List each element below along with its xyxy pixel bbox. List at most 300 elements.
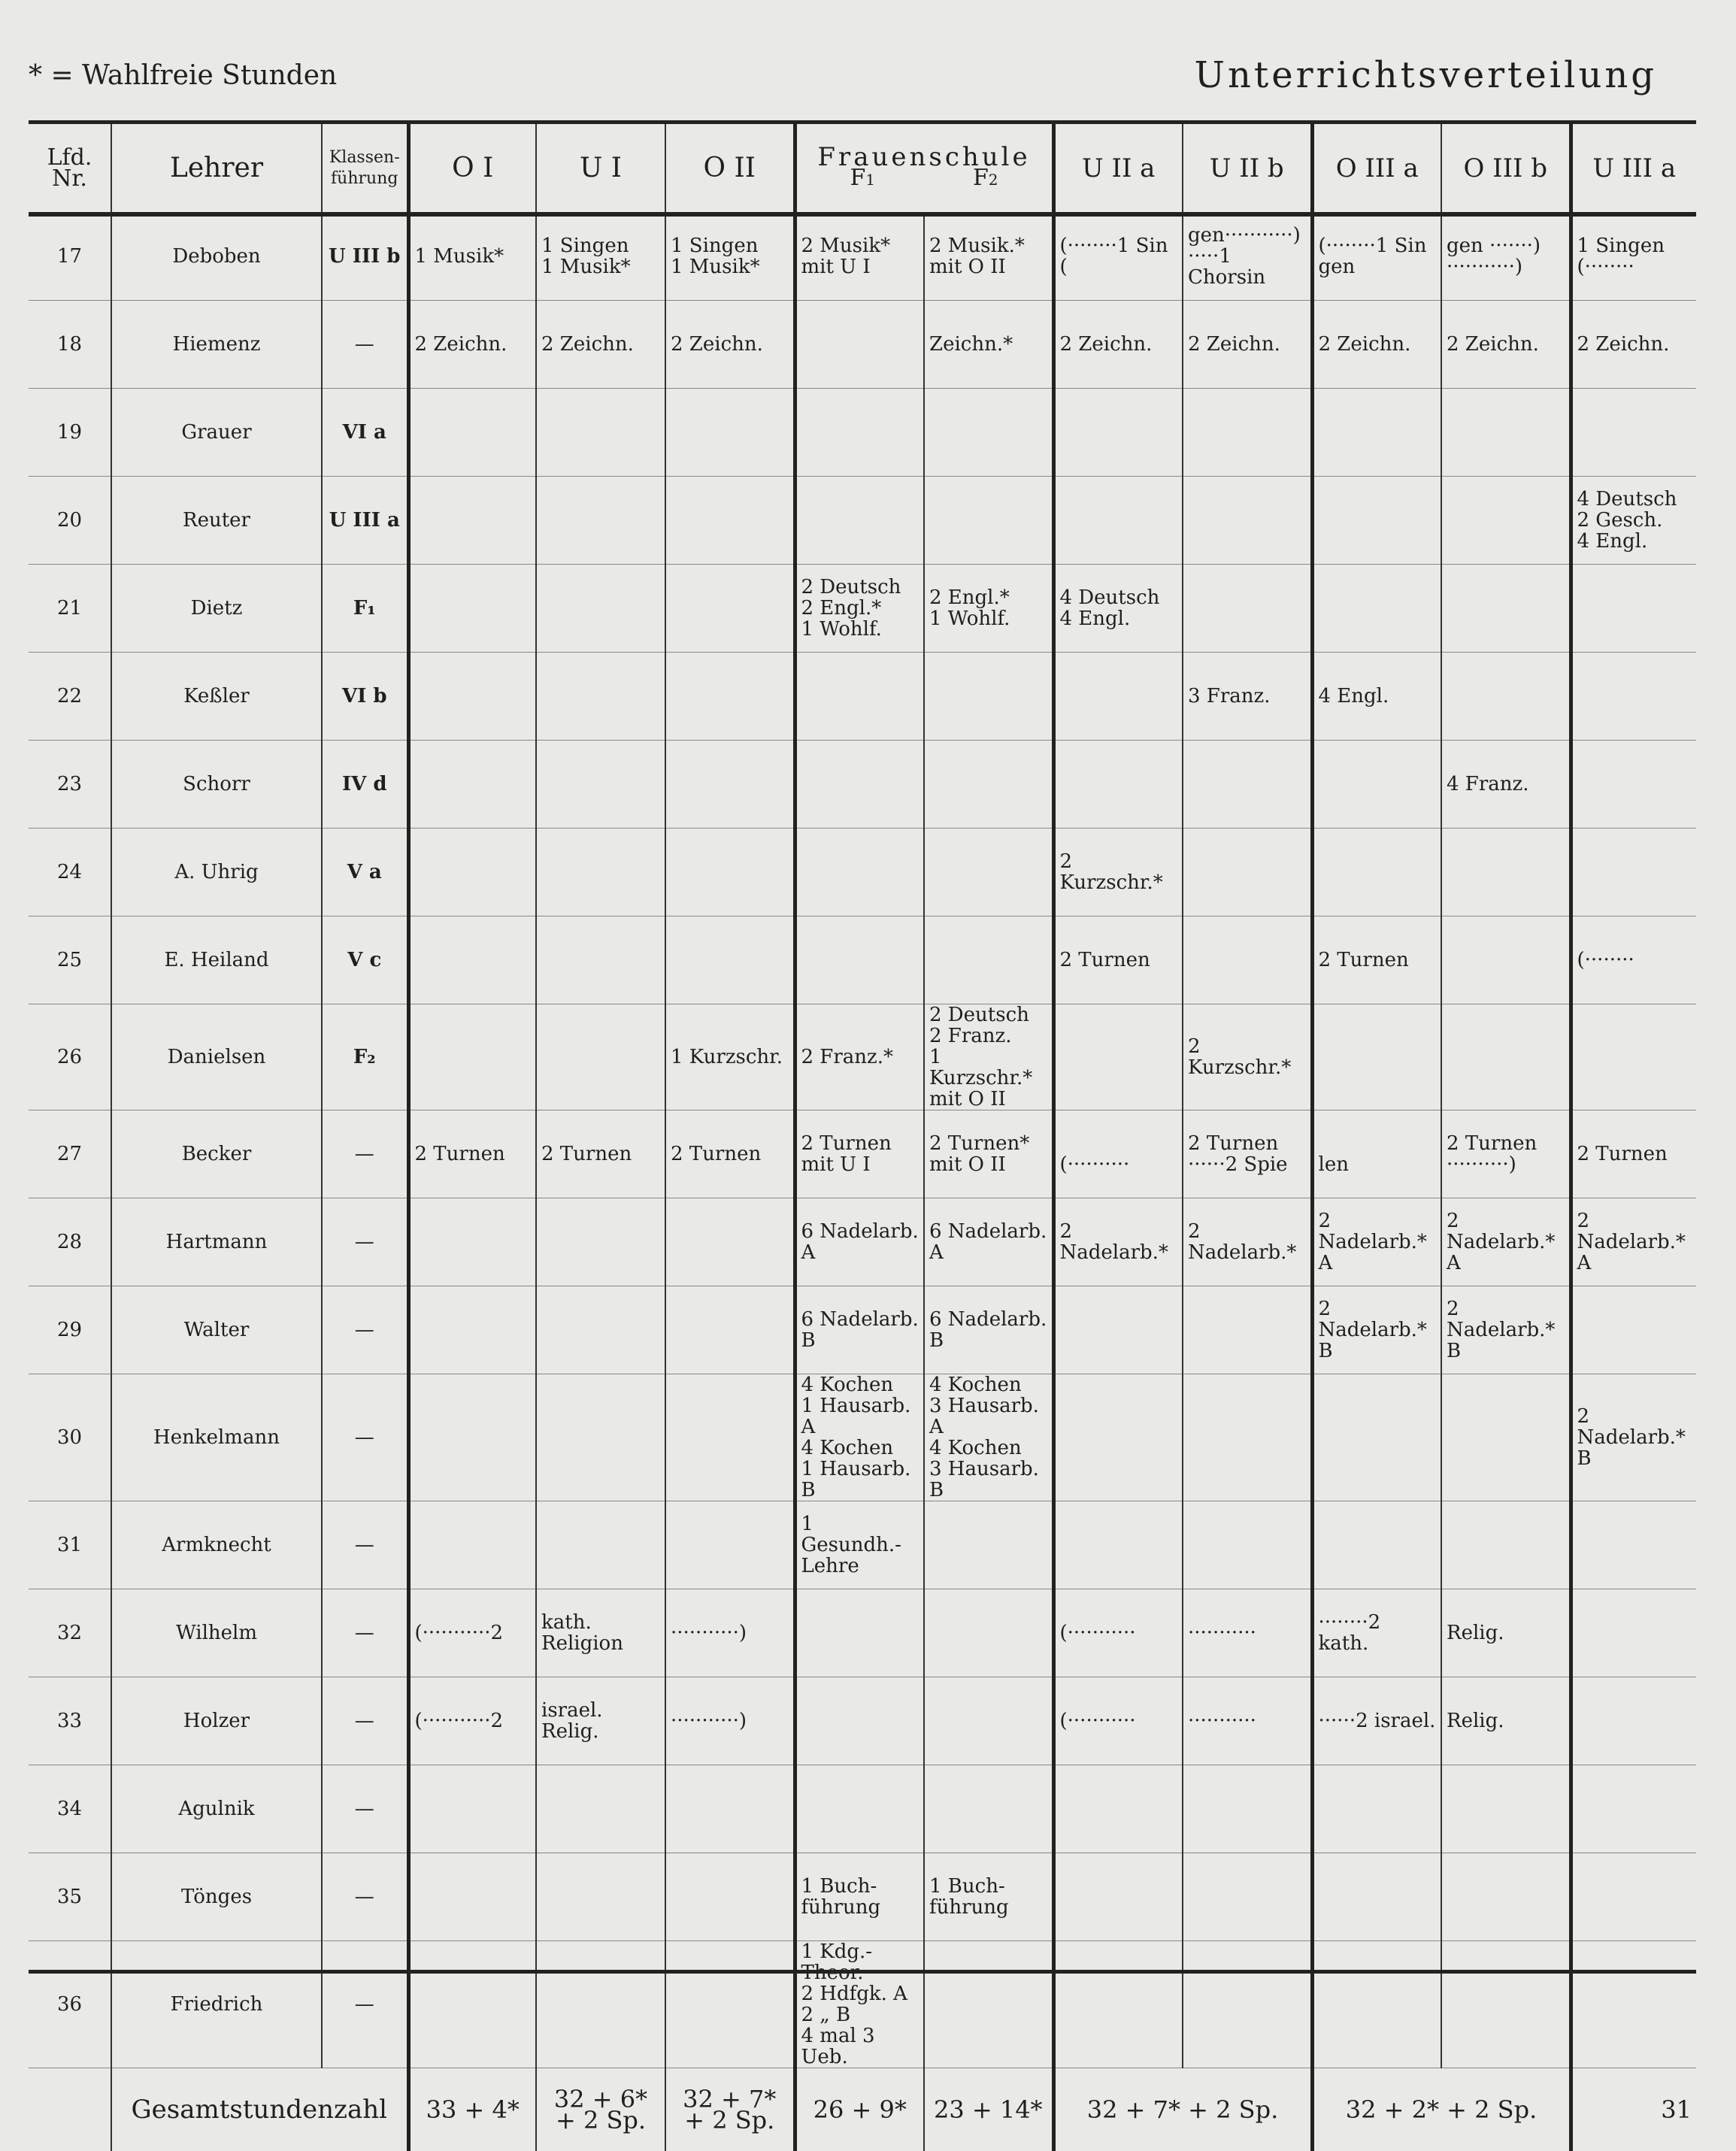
lesson-cell-oi: 2 Zeichn. [408, 301, 536, 389]
lesson-cell-uiib: ··········· [1183, 1677, 1312, 1765]
lesson-cell-oiiia [1312, 565, 1441, 653]
lesson-cell-uiia: (··········· [1053, 1589, 1183, 1677]
lesson-cell-oi: 1 Musik* [408, 213, 536, 301]
row-number: 36 [29, 1941, 111, 2068]
lesson-cell-uiiia: (········ [1571, 916, 1696, 1004]
col-teacher: Lehrer [111, 124, 322, 213]
table-row [29, 1677, 1696, 1765]
lesson-cell-ui: kath. Religion [536, 1589, 665, 1677]
lesson-cell-oi: 2 Turnen [408, 1110, 536, 1198]
lesson-cell-oii: ···········) [665, 1677, 795, 1765]
header-rule [29, 212, 1696, 217]
lesson-cell-f1: 1 Kdg.- 2 Hdfgk. A 2 „ B 4 mal 3 Ueb. [795, 1941, 924, 2068]
teacher-name: Danielsen [111, 1004, 322, 1110]
lesson-cell-oiiia [1312, 829, 1441, 916]
lesson-cell-f2: 1 Buch- führung [924, 1853, 1053, 1941]
lesson-cell-oiiia: 4 Engl. [1312, 653, 1441, 741]
lesson-cell-f2: Zeichn.* [924, 301, 1053, 389]
frauenschule-label: Frauenschule [801, 147, 1047, 168]
lesson-cell-ui: 1 Singen 1 Musik* [536, 213, 665, 301]
lesson-cell-f2: 2 Musik.* mit O II [924, 213, 1053, 301]
teacher-name: Hartmann [111, 1198, 322, 1286]
lesson-cell-oii [665, 1374, 795, 1501]
lesson-cell-ui [536, 1941, 665, 2068]
table-row [29, 1765, 1696, 1853]
row-number: 28 [29, 1198, 111, 1286]
lesson-cell-uiib [1183, 1765, 1312, 1853]
row-number: 22 [29, 653, 111, 741]
row-number: 35 [29, 1853, 111, 1941]
lesson-cell-f2 [924, 1501, 1053, 1589]
teacher-name: Keßler [111, 653, 322, 741]
lesson-cell-f1: 2 Deutsch 2 Engl.* 1 Wohlf. [795, 565, 924, 653]
lesson-cell-ui [536, 477, 665, 565]
lesson-cell-oi [408, 741, 536, 829]
lesson-cell-uiib [1183, 741, 1312, 829]
lesson-cell-uiia [1053, 1853, 1183, 1941]
lesson-cell-f2 [924, 741, 1053, 829]
lesson-cell-f1: 6 Nadelarb. A [795, 1198, 924, 1286]
teacher-name: Agulnik [111, 1765, 322, 1853]
teacher-name: Grauer [111, 389, 322, 477]
lesson-cell-oi [408, 1286, 536, 1374]
total-oiii: 32 + 2* + 2 Sp. [1312, 2068, 1571, 2151]
lesson-cell-uiia: 2 Kurzschr.* [1053, 829, 1183, 916]
lesson-cell-oiiib [1441, 477, 1571, 565]
row-number: 29 [29, 1286, 111, 1374]
lesson-cell-oi [408, 1853, 536, 1941]
totals-label: Gesamtstundenzahl [111, 2068, 408, 2151]
lesson-cell-uiiia [1571, 1004, 1696, 1110]
lesson-cell-oi: (···········2 [408, 1589, 536, 1677]
lesson-cell-oiiia: len [1312, 1110, 1441, 1198]
lesson-cell-f2: 6 Nadelarb. B [924, 1286, 1053, 1374]
lesson-cell-ui [536, 1501, 665, 1589]
lesson-cell-uiiia: 2 Nadelarb.* B [1571, 1374, 1696, 1501]
class-lead: — [322, 1765, 408, 1853]
col-class-lead: Klassen-führung [322, 124, 408, 213]
class-lead: — [322, 1677, 408, 1765]
lesson-cell-f2 [924, 1765, 1053, 1853]
lesson-cell-uiiia [1571, 1501, 1696, 1589]
lesson-cell-oiiia [1312, 741, 1441, 829]
lesson-cell-oi [408, 1941, 536, 2068]
class-lead: V c [322, 916, 408, 1004]
lesson-cell-oiiib [1441, 1765, 1571, 1853]
col-f2: F2 [973, 168, 998, 190]
col-nr: Lfd. Nr. [29, 124, 111, 213]
lesson-cell-oiiia [1312, 1765, 1441, 1853]
table-row [29, 1501, 1696, 1589]
lesson-cell-ui [536, 389, 665, 477]
lesson-cell-ui: israel. Relig. [536, 1677, 665, 1765]
lesson-cell-uiiia [1571, 1286, 1696, 1374]
lesson-cell-f1: 2 Musik* mit U I [795, 213, 924, 301]
table-row [29, 1286, 1696, 1374]
lesson-cell-oiiib [1441, 1941, 1571, 2068]
distribution-table [29, 124, 1696, 2151]
lesson-cell-f2 [924, 916, 1053, 1004]
class-lead: — [322, 1110, 408, 1198]
class-lead: — [322, 1198, 408, 1286]
lesson-cell-f2: 2 Turnen* mit O II [924, 1110, 1053, 1198]
lesson-cell-uiib [1183, 1501, 1312, 1589]
lesson-cell-f1 [795, 1589, 924, 1677]
lesson-cell-f2 [924, 653, 1053, 741]
row-number: 31 [29, 1501, 111, 1589]
row-number: 17 [29, 213, 111, 301]
row-number: 25 [29, 916, 111, 1004]
teacher-name: Reuter [111, 477, 322, 565]
table-row [29, 829, 1696, 916]
lesson-cell-uiiia [1571, 1677, 1696, 1765]
lesson-cell-oiiib [1441, 829, 1571, 916]
table-row [29, 1589, 1696, 1677]
lesson-cell-uiiia [1571, 389, 1696, 477]
lesson-cell-ui [536, 1765, 665, 1853]
table-row [29, 1853, 1696, 1941]
lesson-cell-ui [536, 829, 665, 916]
lesson-cell-uiib [1183, 1286, 1312, 1374]
lesson-cell-f2: 2 Engl.* 1 Wohlf. [924, 565, 1053, 653]
lesson-cell-uiiia: 2 Zeichn. [1571, 301, 1696, 389]
table-row [29, 389, 1696, 477]
lesson-cell-oiiia [1312, 1004, 1441, 1110]
lesson-cell-uiiia: 1 Singen (········ [1571, 213, 1696, 301]
lesson-cell-oii [665, 741, 795, 829]
lesson-cell-f2: 2 Deutsch 2 Franz. 1 Kurzschr.* mit O II [924, 1004, 1053, 1110]
lesson-cell-uiia [1053, 1501, 1183, 1589]
col-uiia: U II a [1053, 124, 1183, 213]
lesson-cell-oiiia [1312, 389, 1441, 477]
footer-rule [29, 1970, 1696, 1974]
lesson-cell-f1: 4 Kochen 1 Hausarb. A 4 Kochen 1 Hausarb. B [795, 1374, 924, 1501]
row-number: 24 [29, 829, 111, 916]
lesson-cell-oii [665, 1941, 795, 2068]
lesson-cell-ui [536, 1004, 665, 1110]
legend-note: * = Wahlfreie Stunden [29, 60, 337, 91]
lesson-cell-oiiib [1441, 1374, 1571, 1501]
lesson-cell-uiib: 2 Turnen ······2 Spie [1183, 1110, 1312, 1198]
lesson-cell-uiia: 4 Deutsch 4 Engl. [1053, 565, 1183, 653]
table-row [29, 565, 1696, 653]
lesson-cell-uiia [1053, 741, 1183, 829]
total-f2: 23 + 14* [924, 2068, 1053, 2151]
lesson-cell-oii [665, 1853, 795, 1941]
lesson-cell-uiia: 2 Turnen [1053, 916, 1183, 1004]
teacher-name: Deboben [111, 213, 322, 301]
row-number: 33 [29, 1677, 111, 1765]
col-frauenschule [795, 124, 1053, 213]
row-number: 20 [29, 477, 111, 565]
lesson-cell-uiib: gen···········) ·····1 Chorsin [1183, 213, 1312, 301]
lesson-cell-uiib [1183, 477, 1312, 565]
lesson-cell-f2 [924, 829, 1053, 916]
teacher-name: Henkelmann [111, 1374, 322, 1501]
lesson-cell-ui [536, 741, 665, 829]
class-lead: — [322, 1853, 408, 1941]
lesson-cell-uiib: 2 Nadelarb.* [1183, 1198, 1312, 1286]
table-row [29, 301, 1696, 389]
lesson-cell-f1: 1 Gesundh.- Lehre [795, 1501, 924, 1589]
lesson-cell-uiiia [1571, 1765, 1696, 1853]
lesson-cell-f1 [795, 741, 924, 829]
lesson-cell-oi [408, 565, 536, 653]
lesson-cell-ui [536, 1286, 665, 1374]
lesson-cell-ui: 2 Turnen [536, 1110, 665, 1198]
class-lead: — [322, 1286, 408, 1374]
lesson-cell-oiiib: 2 Turnen ··········) [1441, 1110, 1571, 1198]
class-lead: F₂ [322, 1004, 408, 1110]
lesson-cell-f1 [795, 829, 924, 916]
teacher-name: E. Heiland [111, 916, 322, 1004]
lesson-cell-oii: 2 Zeichn. [665, 301, 795, 389]
lesson-cell-uiia [1053, 389, 1183, 477]
col-oiiib: O III b [1441, 124, 1571, 213]
lesson-cell-uiib [1183, 565, 1312, 653]
teacher-name: Friedrich [111, 1941, 322, 2068]
lesson-cell-oiiib [1441, 565, 1571, 653]
lesson-cell-oi [408, 1501, 536, 1589]
table-row [29, 1941, 1696, 2068]
row-number: 21 [29, 565, 111, 653]
lesson-cell-oii: 1 Kurzschr. [665, 1004, 795, 1110]
lesson-cell-oiiia: 2 Turnen [1312, 916, 1441, 1004]
col-oii: O II [665, 124, 795, 213]
lesson-cell-oiiib [1441, 653, 1571, 741]
lesson-cell-oi [408, 1765, 536, 1853]
lesson-cell-oiiia: ········2 kath. [1312, 1589, 1441, 1677]
teacher-name: Schorr [111, 741, 322, 829]
teacher-name: Dietz [111, 565, 322, 653]
lesson-cell-oiiia: 2 Zeichn. [1312, 301, 1441, 389]
lesson-cell-uiib: ··········· [1183, 1589, 1312, 1677]
lesson-cell-oi [408, 829, 536, 916]
lesson-cell-uiiia [1571, 653, 1696, 741]
row-number: 23 [29, 741, 111, 829]
lesson-cell-f1: 2 Franz.* [795, 1004, 924, 1110]
lesson-cell-f1 [795, 1677, 924, 1765]
lesson-cell-oi [408, 916, 536, 1004]
lesson-cell-oiiib: Relig. [1441, 1589, 1571, 1677]
lesson-cell-oii: 1 Singen 1 Musik* [665, 213, 795, 301]
lesson-cell-uiia: (··········· [1053, 1677, 1183, 1765]
teacher-name: A. Uhrig [111, 829, 322, 916]
lesson-cell-oii: ···········) [665, 1589, 795, 1677]
lesson-cell-oii: 2 Turnen [665, 1110, 795, 1198]
class-lead: — [322, 1374, 408, 1501]
lesson-cell-ui [536, 1198, 665, 1286]
lesson-cell-oi: (···········2 [408, 1677, 536, 1765]
lesson-cell-uiia: (········1 Sin ( [1053, 213, 1183, 301]
lesson-cell-f1: 1 Buch- führung [795, 1853, 924, 1941]
lesson-cell-oiiib [1441, 1004, 1571, 1110]
class-lead: VI a [322, 389, 408, 477]
lesson-cell-oiiib: 2 Nadelarb.* A [1441, 1198, 1571, 1286]
lesson-cell-f2 [924, 1677, 1053, 1765]
lesson-cell-f1 [795, 1765, 924, 1853]
lesson-cell-uiib [1183, 1374, 1312, 1501]
table-row [29, 1198, 1696, 1286]
col-f1: F1 [850, 168, 875, 190]
lesson-cell-oii [665, 829, 795, 916]
lesson-cell-uiia: (·········· [1053, 1110, 1183, 1198]
lesson-cell-oii [665, 389, 795, 477]
table-row [29, 653, 1696, 741]
lesson-cell-oiiib [1441, 389, 1571, 477]
lesson-cell-uiia: 2 Nadelarb.* [1053, 1198, 1183, 1286]
total-uii: 32 + 7* + 2 Sp. [1053, 2068, 1312, 2151]
total-oii: 32 + 7* + 2 Sp. [665, 2068, 795, 2151]
lesson-cell-f2: 4 Kochen 3 Hausarb. A 4 Kochen 3 Hausarb. B [924, 1374, 1053, 1501]
lesson-cell-oi [408, 653, 536, 741]
teacher-name: Becker [111, 1110, 322, 1198]
lesson-cell-ui: 2 Zeichn. [536, 301, 665, 389]
class-lead: U III b [322, 213, 408, 301]
lesson-cell-oiiib: gen ·······) ···········) [1441, 213, 1571, 301]
lesson-cell-uiia [1053, 653, 1183, 741]
lesson-cell-f1: 6 Nadelarb. B [795, 1286, 924, 1374]
teacher-name: Tönges [111, 1853, 322, 1941]
lesson-cell-ui [536, 1374, 665, 1501]
class-lead: V a [322, 829, 408, 916]
lesson-cell-oiiib: Relig. [1441, 1677, 1571, 1765]
lesson-cell-f1 [795, 916, 924, 1004]
lesson-cell-uiia [1053, 1765, 1183, 1853]
lesson-cell-uiib: 2 Zeichn. [1183, 301, 1312, 389]
class-lead: — [322, 301, 408, 389]
col-uiib: U II b [1183, 124, 1312, 213]
class-lead: — [322, 1941, 408, 2068]
row-number: 34 [29, 1765, 111, 1853]
table-row [29, 1374, 1696, 1501]
table-row [29, 477, 1696, 565]
lesson-cell-uiia [1053, 1004, 1183, 1110]
lesson-cell-uiiia [1571, 741, 1696, 829]
table-row [29, 1110, 1696, 1198]
lesson-cell-uiiia: 2 Nadelarb.* A [1571, 1198, 1696, 1286]
lesson-cell-uiia [1053, 1286, 1183, 1374]
lesson-cell-oii [665, 1198, 795, 1286]
lesson-cell-oi [408, 389, 536, 477]
lesson-cell-uiib [1183, 829, 1312, 916]
row-number: 27 [29, 1110, 111, 1198]
table-row [29, 1004, 1696, 1110]
table-row [29, 213, 1696, 301]
lesson-cell-uiiia [1571, 1589, 1696, 1677]
teacher-name: Walter [111, 1286, 322, 1374]
lesson-cell-f1 [795, 389, 924, 477]
lesson-cell-uiib [1183, 916, 1312, 1004]
lesson-cell-uiib [1183, 1853, 1312, 1941]
lesson-cell-ui [536, 653, 665, 741]
lesson-cell-f2 [924, 389, 1053, 477]
lesson-cell-uiiia: 4 Deutsch 2 Gesch. 4 Engl. [1571, 477, 1696, 565]
totals-row [29, 2068, 1696, 2151]
lesson-cell-oii [665, 477, 795, 565]
lesson-cell-uiia [1053, 1941, 1183, 2068]
lesson-cell-ui [536, 1853, 665, 1941]
lesson-cell-oiiia [1312, 1501, 1441, 1589]
lesson-cell-oii [665, 653, 795, 741]
lesson-cell-uiia [1053, 477, 1183, 565]
lesson-cell-uiiia: 2 Turnen [1571, 1110, 1696, 1198]
row-number: 19 [29, 389, 111, 477]
lesson-cell-oii [665, 1765, 795, 1853]
lesson-cell-uiiia [1571, 1941, 1696, 2068]
table-row [29, 916, 1696, 1004]
lesson-cell-oiiib [1441, 1501, 1571, 1589]
total-ui: 32 + 6* + 2 Sp. [536, 2068, 665, 2151]
lesson-cell-f2: 6 Nadelarb. A [924, 1198, 1053, 1286]
lesson-cell-f2 [924, 1589, 1053, 1677]
lesson-cell-oi [408, 1198, 536, 1286]
lesson-cell-oii [665, 1286, 795, 1374]
lesson-cell-oiiib: 2 Zeichn. [1441, 301, 1571, 389]
teacher-name: Armknecht [111, 1501, 322, 1589]
lesson-cell-oii [665, 565, 795, 653]
lesson-cell-uiib [1183, 389, 1312, 477]
lesson-cell-f2 [924, 477, 1053, 565]
lesson-cell-oiiia [1312, 477, 1441, 565]
lesson-cell-uiia: 2 Zeichn. [1053, 301, 1183, 389]
class-lead: VI b [322, 653, 408, 741]
lesson-cell-oii [665, 916, 795, 1004]
col-ui: U I [536, 124, 665, 213]
total-f1: 26 + 9* [795, 2068, 924, 2151]
lesson-cell-f2 [924, 1941, 1053, 2068]
class-lead: U III a [322, 477, 408, 565]
totals-empty [29, 2068, 111, 2151]
row-number: 18 [29, 301, 111, 389]
lesson-cell-uiib: 3 Franz. [1183, 653, 1312, 741]
teacher-name: Hiemenz [111, 301, 322, 389]
lesson-cell-oiiib: 4 Franz. [1441, 741, 1571, 829]
row-number: 26 [29, 1004, 111, 1110]
lesson-cell-uiiia [1571, 1853, 1696, 1941]
table-row [29, 741, 1696, 829]
lesson-cell-oiiia: (········1 Sin gen [1312, 213, 1441, 301]
header-row [29, 124, 1696, 213]
class-lead: IV d [322, 741, 408, 829]
row-number: 32 [29, 1589, 111, 1677]
lesson-cell-oiiia [1312, 1941, 1441, 2068]
lesson-cell-f1 [795, 477, 924, 565]
lesson-cell-oiiia: ······2 israel. [1312, 1677, 1441, 1765]
class-lead: — [322, 1589, 408, 1677]
col-oi: O I [408, 124, 536, 213]
col-oiiia: O III a [1312, 124, 1441, 213]
lesson-cell-oiiia: 2 Nadelarb.* B [1312, 1286, 1441, 1374]
class-lead: — [322, 1501, 408, 1589]
lesson-cell-oii [665, 1501, 795, 1589]
lesson-cell-f1 [795, 653, 924, 741]
lesson-cell-oiiia [1312, 1374, 1441, 1501]
page-number: 31 [1571, 2068, 1696, 2151]
lesson-cell-oiiib [1441, 1853, 1571, 1941]
page-title: Unterrichtsverteilung [1195, 54, 1657, 96]
lesson-cell-uiia [1053, 1374, 1183, 1501]
lesson-cell-uiib [1183, 1941, 1312, 2068]
lesson-cell-oiiia: 2 Nadelarb.* A [1312, 1198, 1441, 1286]
lesson-cell-f1: 2 Turnen mit U I [795, 1110, 924, 1198]
lesson-cell-uiiia [1571, 829, 1696, 916]
lesson-cell-oiiib [1441, 916, 1571, 1004]
lesson-cell-oiiib: 2 Nadelarb.* B [1441, 1286, 1571, 1374]
class-lead: F₁ [322, 565, 408, 653]
teacher-name: Holzer [111, 1677, 322, 1765]
teacher-name: Wilhelm [111, 1589, 322, 1677]
